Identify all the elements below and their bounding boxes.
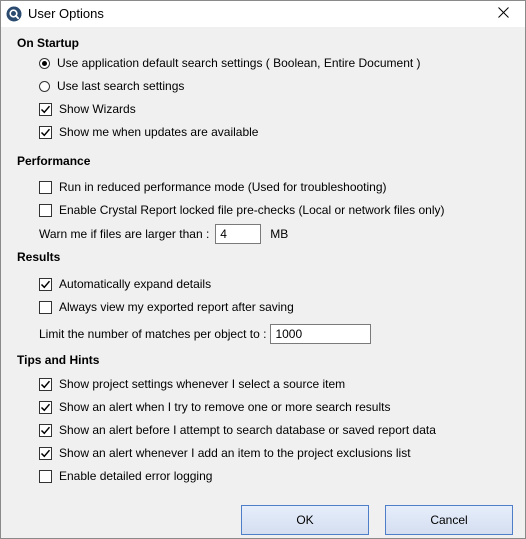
checkbox[interactable]: [39, 301, 52, 314]
app-search-icon: [6, 6, 22, 22]
section-title-tips-and-hints: Tips and Hints: [17, 353, 100, 367]
warn-size-label: Warn me if files are larger than :: [39, 227, 210, 241]
radio-button[interactable]: [39, 58, 50, 69]
checkbox-show-project-settings[interactable]: [39, 376, 345, 392]
warn-size-row: [39, 224, 288, 244]
limit-matches-input[interactable]: [270, 324, 371, 344]
section-title-results: Results: [17, 250, 61, 264]
checkbox-label: Show project settings whenever I select a source item: [59, 377, 346, 391]
checkbox-label: Show me when updates are available: [59, 125, 259, 139]
radio-label: Use last search settings: [57, 79, 185, 93]
close-icon: [498, 7, 509, 21]
checkbox-locked-file-prechecks[interactable]: [39, 202, 445, 218]
checkbox-label: Show an alert when I try to remove one or more search results: [59, 400, 391, 414]
checkbox[interactable]: [39, 470, 52, 483]
radio-button[interactable]: [39, 81, 50, 92]
window-title: User Options: [28, 6, 104, 21]
checkbox-alert-exclusions[interactable]: [39, 445, 411, 461]
checkbox-label: Enable Crystal Report locked file pre-checks (Local or network files only): [59, 203, 445, 217]
checkbox[interactable]: [39, 204, 52, 217]
checkbox[interactable]: [39, 278, 52, 291]
checkbox-alert-remove-results[interactable]: [39, 399, 390, 415]
checkbox-label: Always view my exported report after saving: [59, 300, 294, 314]
checkbox-label: Show an alert whenever I add an item to the project exclusions list: [59, 446, 411, 460]
checkbox-show-wizards[interactable]: [39, 101, 136, 117]
checkbox[interactable]: [39, 181, 52, 194]
checkbox-always-view-export[interactable]: [39, 299, 294, 315]
warn-size-unit: MB: [270, 227, 289, 241]
checkbox[interactable]: [39, 103, 52, 116]
cancel-button[interactable]: Cancel: [385, 505, 513, 535]
checkbox-label: Automatically expand details: [59, 277, 212, 291]
ok-button[interactable]: OK: [241, 505, 369, 535]
checkbox-label: Run in reduced performance mode (Used for troubleshooting): [59, 180, 387, 194]
warn-size-input[interactable]: [215, 224, 261, 244]
section-title-performance: Performance: [17, 154, 91, 168]
checkbox-alert-search-database[interactable]: [39, 422, 436, 438]
checkbox[interactable]: [39, 401, 52, 414]
radio-label: Use application default search settings ( Boolean, Entire Document ): [57, 56, 421, 70]
checkbox-show-updates[interactable]: [39, 124, 258, 140]
checkbox-label: Show an alert before I attempt to search database or saved report data: [59, 423, 436, 437]
checkbox[interactable]: [39, 378, 52, 391]
checkbox-label: Show Wizards: [59, 102, 136, 116]
limit-matches-row: [39, 324, 371, 344]
checkbox-auto-expand[interactable]: [39, 276, 211, 292]
checkbox-error-logging[interactable]: [39, 468, 212, 484]
checkbox-label: Enable detailed error logging: [59, 469, 213, 483]
section-title-on-startup: On Startup: [17, 36, 79, 50]
checkbox[interactable]: [39, 447, 52, 460]
title-bar: [1, 1, 525, 27]
limit-matches-label: Limit the number of matches per object to :: [39, 327, 267, 341]
checkbox[interactable]: [39, 126, 52, 139]
checkbox-reduced-performance[interactable]: [39, 179, 387, 195]
close-button[interactable]: [481, 1, 525, 27]
checkbox[interactable]: [39, 424, 52, 437]
radio-default-search-settings[interactable]: [39, 55, 421, 71]
radio-last-search-settings[interactable]: [39, 78, 184, 94]
